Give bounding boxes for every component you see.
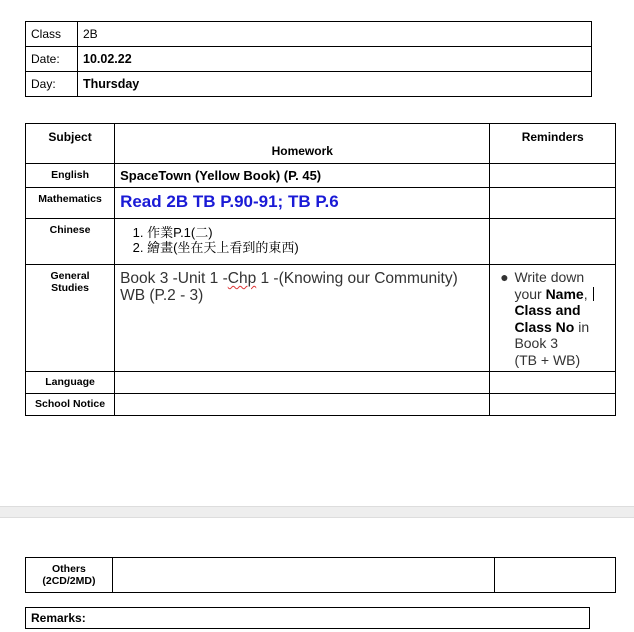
general-studies-subject-line2: Studies <box>51 282 89 294</box>
gs-homework-part2: 1 -(Knowing our Community) <box>256 270 458 287</box>
reminder-bold-name: Name <box>545 285 584 302</box>
date-row <box>26 47 592 72</box>
school-notice-reminder[interactable] <box>490 394 616 416</box>
spellcheck-underline-word: Chp <box>227 270 257 287</box>
reminder-list <box>494 269 611 368</box>
bullet-icon: ● <box>500 269 509 285</box>
school-notice-homework[interactable] <box>115 394 490 416</box>
english-subject: English <box>26 164 115 188</box>
mathematics-subject: Mathematics <box>26 188 115 219</box>
chinese-homework[interactable] <box>115 219 490 265</box>
day-row <box>26 72 592 97</box>
day-value[interactable]: Thursday <box>78 72 592 97</box>
list-item: 2. 繪畫(坐在天上看到的東西) <box>147 240 484 255</box>
school-notice-row <box>26 394 616 416</box>
reminder-text-2: , <box>583 285 592 302</box>
chinese-subject: Chinese <box>26 219 115 265</box>
list-item <box>494 269 611 368</box>
others-homework[interactable] <box>112 558 494 593</box>
day-label: Day: <box>26 72 78 97</box>
date-label: Date: <box>26 47 78 72</box>
reminder-text <box>514 269 611 368</box>
english-homework[interactable]: SpaceTown (Yellow Book) (P. 45) <box>115 164 490 188</box>
language-homework[interactable] <box>115 372 490 394</box>
homework-header: Homework <box>115 124 490 164</box>
homework-table <box>25 123 616 416</box>
gs-homework-line2: WB (P.2 - 3) <box>120 287 204 304</box>
reminder-text-4: (TB + WB) <box>514 351 581 368</box>
reminder-text-1: Write down your <box>514 269 585 302</box>
mathematics-reminder[interactable] <box>490 188 616 219</box>
language-row <box>26 372 616 394</box>
class-row <box>26 22 592 47</box>
general-studies-row <box>26 265 616 372</box>
english-reminder[interactable] <box>490 164 616 188</box>
language-subject: Language <box>26 372 115 394</box>
mathematics-homework[interactable]: Read 2B TB P.90-91; TB P.6 <box>115 188 490 219</box>
general-studies-subject-line1: General <box>50 270 90 282</box>
list-item: 1. 作業P.1(二) <box>147 225 484 240</box>
general-studies-homework[interactable] <box>115 265 490 372</box>
language-reminder[interactable] <box>490 372 616 394</box>
school-notice-subject: School Notice <box>26 394 115 416</box>
others-subject <box>26 558 113 593</box>
general-studies-subject <box>26 265 115 372</box>
date-value[interactable]: 10.02.22 <box>78 47 592 72</box>
class-label: Class <box>26 22 78 47</box>
reminders-header: Reminders <box>490 124 616 164</box>
page-break <box>0 506 634 518</box>
chinese-reminder[interactable] <box>490 219 616 265</box>
others-line2: (2CD/2MD) <box>42 575 96 587</box>
remarks-box[interactable] <box>25 607 590 629</box>
others-row <box>26 558 616 593</box>
class-info-table <box>25 21 592 97</box>
class-value[interactable]: 2B <box>78 22 592 47</box>
others-line1: Others <box>52 563 86 575</box>
mathematics-row <box>26 188 616 219</box>
general-studies-reminder[interactable] <box>490 265 616 372</box>
text-cursor-icon <box>593 287 594 301</box>
chinese-homework-list <box>120 225 484 255</box>
remarks-label: Remarks: <box>31 611 86 625</box>
english-row <box>26 164 616 188</box>
others-reminder[interactable] <box>494 558 615 593</box>
header-row <box>26 124 616 164</box>
others-table <box>25 557 616 593</box>
reminder-text-3: in Book 3 <box>514 318 590 351</box>
reminder-bold-class: Class and Class No <box>514 302 581 335</box>
subject-header: Subject <box>26 124 115 164</box>
chinese-row <box>26 219 616 265</box>
gs-homework-part1: Book 3 -Unit 1 - <box>120 270 228 287</box>
